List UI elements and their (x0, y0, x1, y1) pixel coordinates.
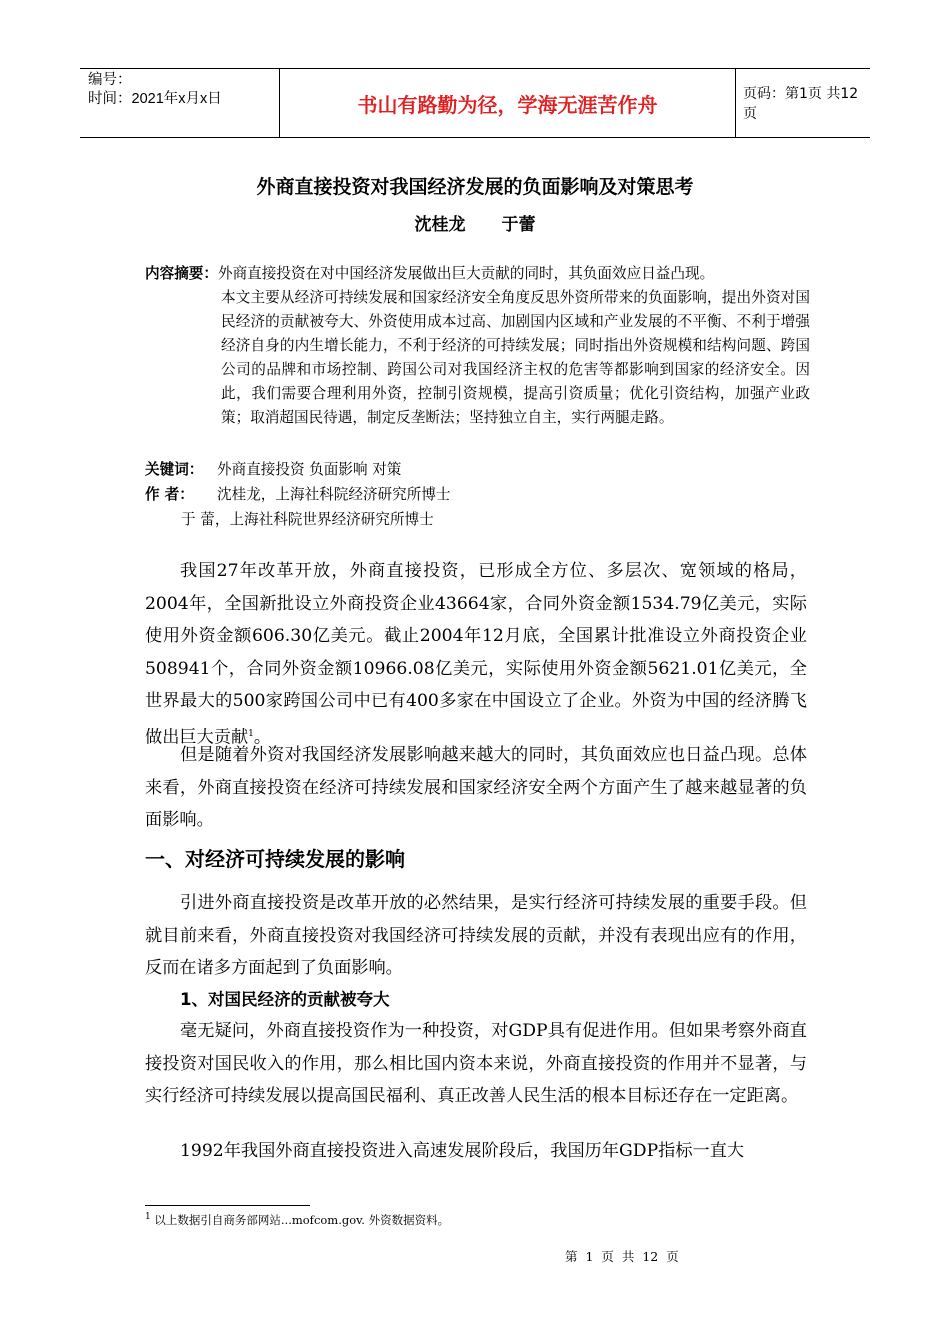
author-name: 沈桂龙 (414, 215, 466, 235)
paragraph (145, 739, 807, 837)
abstract-text: 本文主要从经济可持续发展和国家经济安全角度反思外资所带来的负面影响，提出外资对国民经济的贡献被夸大、外资使用成本过高、加剧国内区域和产业发展的不平衡、不利于增强经济自身的内生增长能力，不利于经济的可持续发展；同时指出外资规模和结构问题、跨国公司的品牌和市场控制、跨国公司对我国经济主权的危害等都影响到国家的经济安全。因此，我们需要合理利用外资，控制引资规模，提高引资质量；优化引资结构，加强产业政策；取消超国民待遇，制定反垄断法；坚持独立自主，实行两腿走路。 (221, 289, 810, 426)
abstract (145, 262, 810, 430)
footnote (145, 1212, 449, 1228)
abstract-label: 内容摘要： (145, 265, 218, 282)
keywords-text: 外商直接投资 负面影响 对策 (217, 461, 402, 478)
subsection-heading: 1、对国民经济的贡献被夸大 (180, 990, 390, 1009)
page-label: 页码：第1页 共12页 (743, 86, 859, 122)
paragraph-text: 我国27年改革开放，外商直接投资，已形成全方位、多层次、宽领域的格局，2004年，全国新批设立外商投资企业43664家，合同外资金额1534.79亿美元，实际使用外资金额606.30亿美元。截止2004年12月底，全国累计批准设立外商投资企业508941个，合同外资金额10966.08亿美元，实际使用外资金额5621.01亿美元，全世界最大的500家跨国公司中已有400多家在中国设立了企业。外资为中国的经济腾飞做出巨大贡献 (145, 561, 807, 748)
number-label: 编号： (88, 72, 132, 88)
footnote-text: 以上数据引自商务部网站...mofcom.gov. 外资数据资料。 (154, 1213, 450, 1227)
author-info-line1: 沈桂龙，上海社科院经济研究所博士 (217, 486, 451, 503)
motto: 书山有路勤为径，学海无涯苦作舟 (280, 69, 736, 137)
paragraph-end: 。 (253, 727, 272, 748)
header-meta-cell (80, 69, 280, 137)
page-title: 外商直接投资对我国经济发展的负面影响及对策思考 (256, 176, 694, 198)
footnote-mark: 1 (145, 1212, 151, 1223)
paragraph (145, 1015, 807, 1113)
author-names (0, 210, 950, 235)
paragraph-text: 引进外商直接投资是改革开放的必然结果，是实行经济可持续发展的重要手段。但就目前来看，外商直接投资对我国经济可持续发展的贡献，并没有表现出应有的作用，反而在诸多方面起到了负面影响。 (145, 893, 807, 978)
time-label: 时间：2021年x月x日 (88, 91, 222, 107)
author-info (145, 483, 810, 507)
paragraph-text: 1992年我国外商直接投资进入高速发展阶段后，我国历年GDP指标一直大 (180, 1141, 745, 1161)
abstract-first-line: 外商直接投资在对中国经济发展做出巨大贡献的同时，其负面效应日益凸现。 (217, 265, 715, 282)
paragraph-text: 但是随着外资对我国经济发展影响越来越大的同时，其负面效应也日益凸现。总体来看，外商直接投资在经济可持续发展和国家经济安全两个方面产生了越来越显著的负面影响。 (145, 745, 807, 830)
paragraph (145, 1135, 807, 1168)
keywords-label: 关键词： (145, 461, 204, 478)
author-info-line2: 于 蕾，上海社科院世界经济研究所博士 (181, 511, 434, 528)
footnote-divider (145, 1205, 310, 1206)
author-name: 于蕾 (501, 215, 536, 235)
footnote-ref[interactable]: 1 (248, 728, 254, 739)
header-table (80, 68, 870, 138)
section-heading: 一、对经济可持续发展的影响 (145, 847, 405, 871)
keywords (145, 458, 810, 482)
paragraph-text: 毫无疑问，外商直接投资作为一种投资，对GDP具有促进作用。但如果考察外商直接投资对国民收入的作用，那么相比国内资本来说，外商直接投资的作用并不显著，与实行经济可持续发展以提高国民福利、真正改善人民生活的根本目标还存在一定距离。 (145, 1021, 807, 1106)
paragraph (145, 555, 807, 754)
paragraph (145, 887, 807, 985)
page-number: 第 1 页 共 12 页 (565, 1249, 679, 1264)
author-info-label: 作 者： (145, 486, 194, 503)
